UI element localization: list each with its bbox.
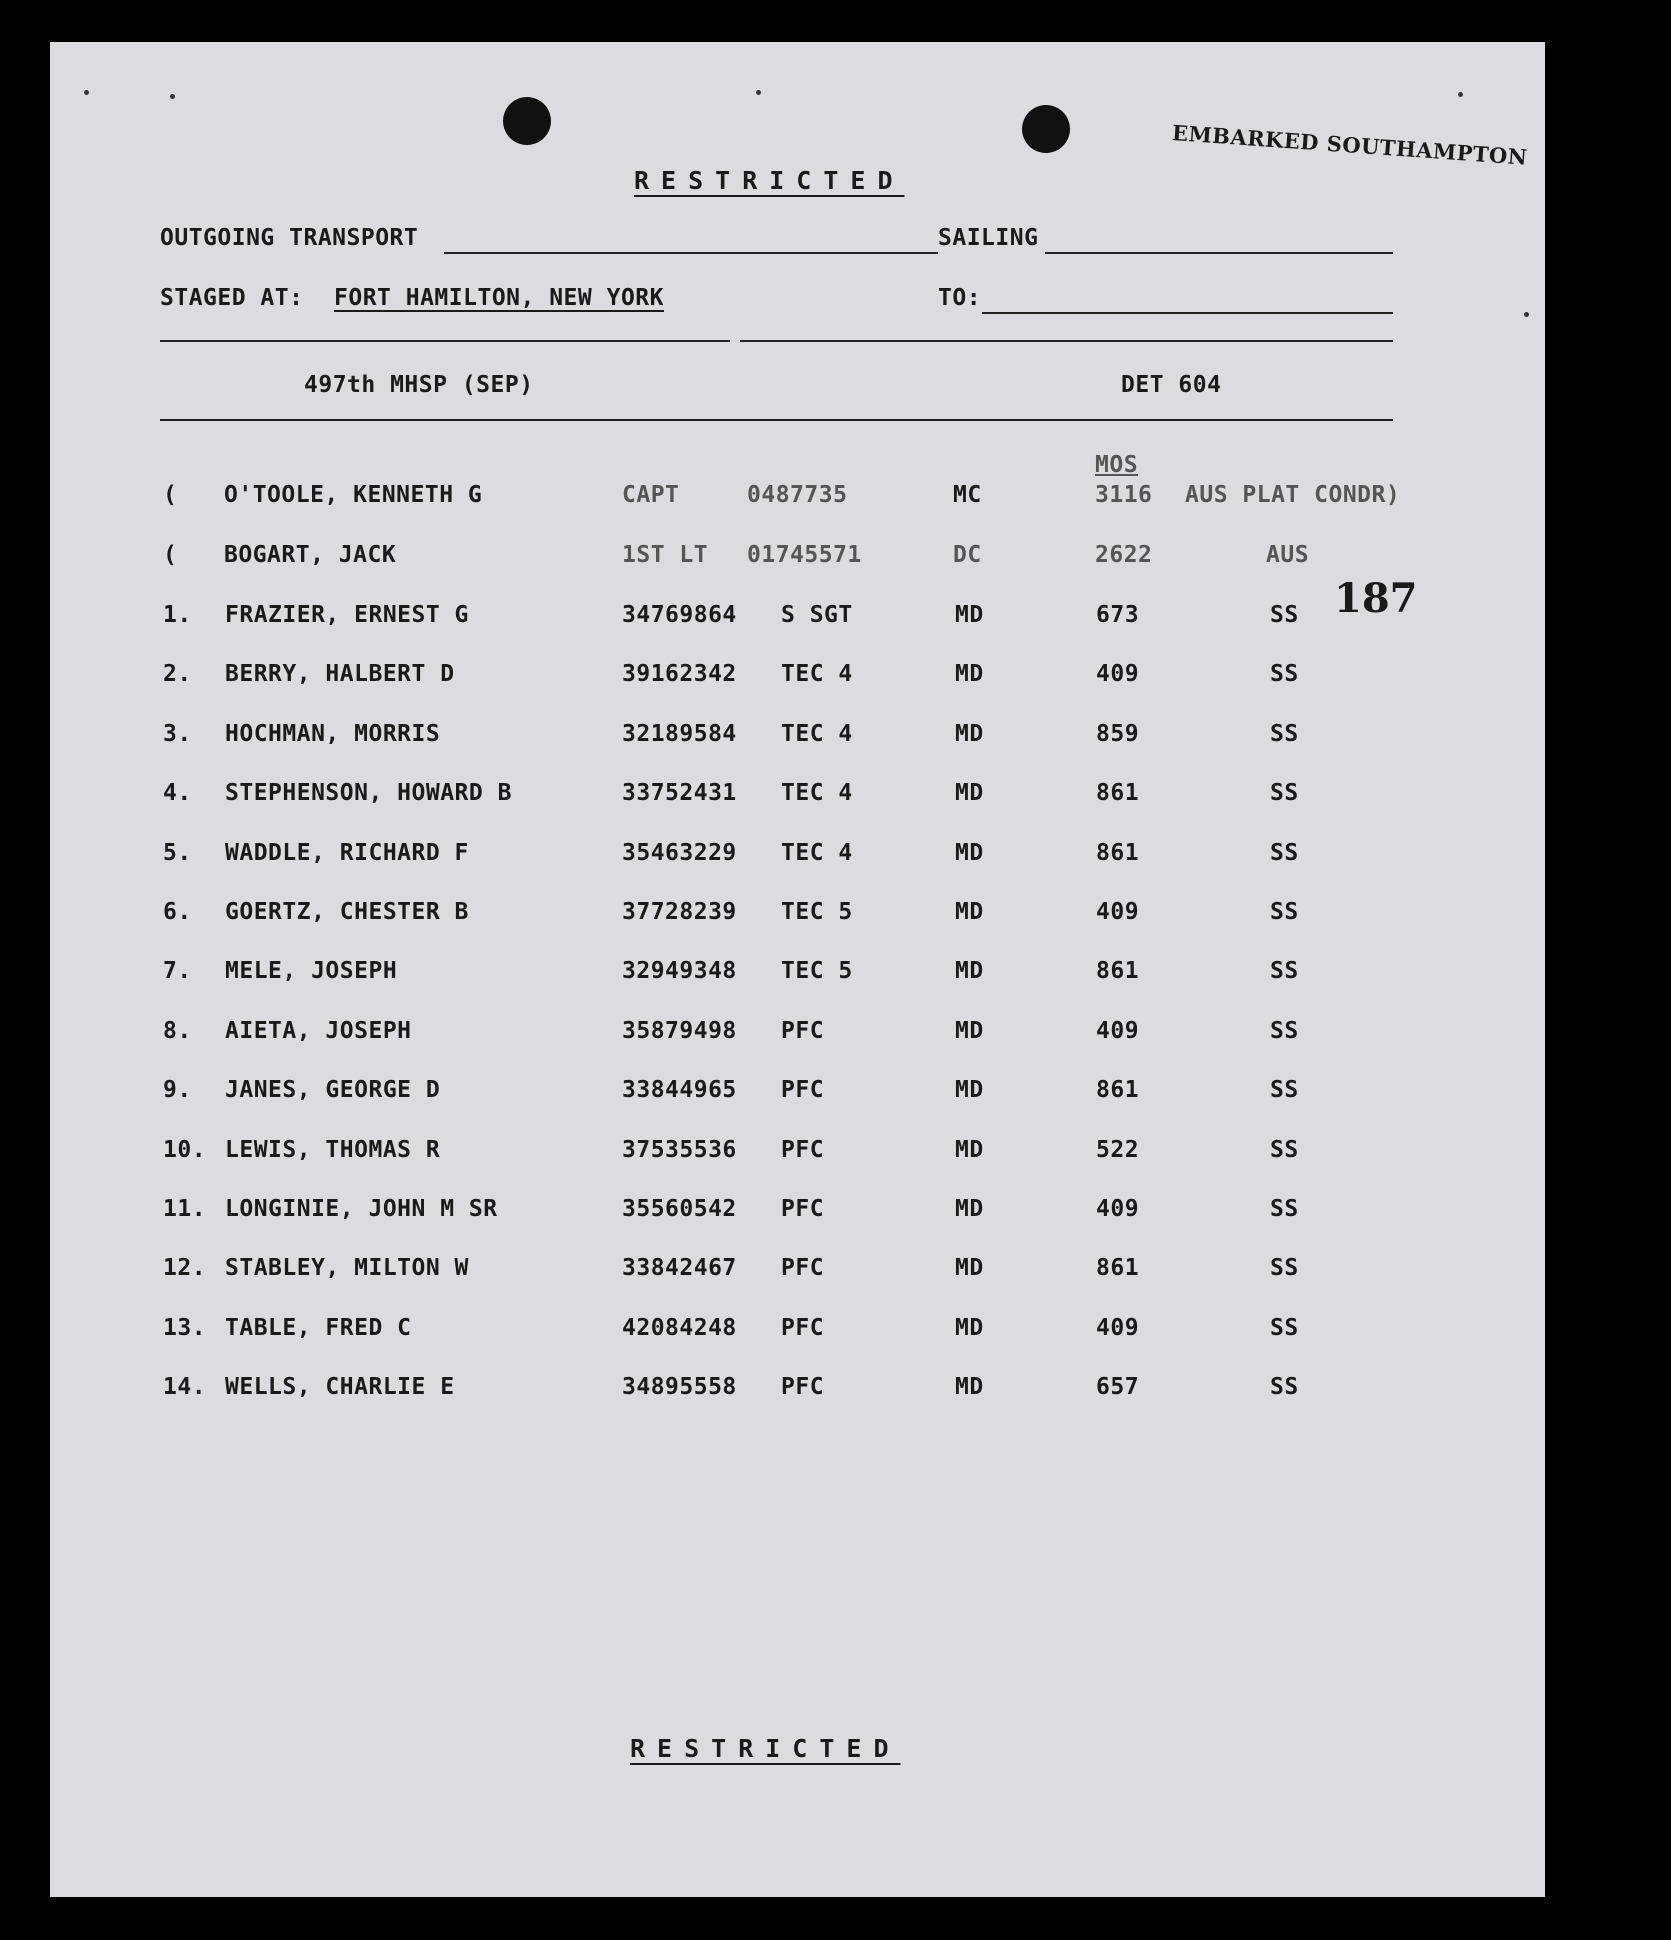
page-title: RESTRICTED xyxy=(634,166,905,195)
mos-header: MOS xyxy=(1095,452,1139,478)
mos: 861 xyxy=(1096,1077,1140,1103)
name: WELLS, CHARLIE E xyxy=(225,1374,455,1400)
page-number: 187 xyxy=(1334,575,1418,622)
serial-number: 0487735 xyxy=(747,482,848,508)
speck xyxy=(1458,92,1463,97)
outgoing-transport-label: OUTGOING TRANSPORT xyxy=(160,225,419,251)
status: SS xyxy=(1270,1077,1299,1103)
status: SS xyxy=(1270,780,1299,806)
name: LONGINIE, JOHN M SR xyxy=(225,1196,498,1222)
row-number: 5. xyxy=(163,840,192,866)
serial-number: 34769864 xyxy=(622,602,737,628)
name: LEWIS, THOMAS R xyxy=(225,1137,441,1163)
row-number: 11. xyxy=(163,1196,207,1222)
serial-number: 39162342 xyxy=(622,661,737,687)
mos: 861 xyxy=(1096,840,1140,866)
rank: TEC 5 xyxy=(781,958,853,984)
serial-number: 33752431 xyxy=(622,780,737,806)
status: SS xyxy=(1270,1137,1299,1163)
status: SS xyxy=(1270,1315,1299,1341)
name: MELE, JOSEPH xyxy=(225,958,398,984)
branch: MD xyxy=(955,1374,984,1400)
name: JANES, GEORGE D xyxy=(225,1077,441,1103)
branch: MD xyxy=(955,1077,984,1103)
name: BERRY, HALBERT D xyxy=(225,661,455,687)
row-number: 6. xyxy=(163,899,192,925)
name: TABLE, FRED C xyxy=(225,1315,412,1341)
row-number: ( xyxy=(163,482,178,508)
branch: MD xyxy=(955,602,984,628)
branch: MD xyxy=(955,1315,984,1341)
name: STEPHENSON, HOWARD B xyxy=(225,780,512,806)
status: SS xyxy=(1270,1018,1299,1044)
serial-number: 32949348 xyxy=(622,958,737,984)
row-number: 9. xyxy=(163,1077,192,1103)
status: SS xyxy=(1270,721,1299,747)
rank: TEC 5 xyxy=(781,899,853,925)
branch: DC xyxy=(953,542,982,568)
rank: 1ST LT xyxy=(622,542,709,568)
rank: PFC xyxy=(781,1137,825,1163)
mos: 3116 xyxy=(1095,482,1153,508)
speck xyxy=(756,90,761,95)
status: SS xyxy=(1270,1374,1299,1400)
divider-line xyxy=(160,340,730,342)
punch-hole xyxy=(503,97,551,145)
mos: 861 xyxy=(1096,780,1140,806)
name: STABLEY, MILTON W xyxy=(225,1255,469,1281)
branch: MD xyxy=(955,1137,984,1163)
status: SS xyxy=(1270,1196,1299,1222)
serial-number: 34895558 xyxy=(622,1374,737,1400)
detachment: DET 604 xyxy=(1121,372,1222,398)
mos: 861 xyxy=(1096,958,1140,984)
branch: MD xyxy=(955,1255,984,1281)
rank: PFC xyxy=(781,1018,825,1044)
name: O'TOOLE, KENNETH G xyxy=(224,482,483,508)
branch: MD xyxy=(955,1018,984,1044)
row-number: 4. xyxy=(163,780,192,806)
row-number: 12. xyxy=(163,1255,207,1281)
embarked-stamp: EMBARKED SOUTHAMPTON xyxy=(1171,120,1529,170)
name: AIETA, JOSEPH xyxy=(225,1018,412,1044)
branch: MD xyxy=(955,721,984,747)
rank: PFC xyxy=(781,1196,825,1222)
rank: TEC 4 xyxy=(781,780,853,806)
mos: 409 xyxy=(1096,1196,1140,1222)
mos: 409 xyxy=(1096,1315,1140,1341)
status: SS xyxy=(1270,1255,1299,1281)
mos: 409 xyxy=(1096,661,1140,687)
status: SS xyxy=(1270,899,1299,925)
speck xyxy=(84,90,89,95)
mos: 2622 xyxy=(1095,542,1153,568)
divider-line xyxy=(740,340,1393,342)
name: WADDLE, RICHARD F xyxy=(225,840,469,866)
to-blank xyxy=(982,312,1393,314)
status: SS xyxy=(1270,661,1299,687)
rank: CAPT xyxy=(622,482,680,508)
staged-at-label: STAGED AT: xyxy=(160,285,304,311)
speck xyxy=(1524,312,1529,317)
mos: 861 xyxy=(1096,1255,1140,1281)
serial-number: 42084248 xyxy=(622,1315,737,1341)
serial-number: 01745571 xyxy=(747,542,862,568)
name: FRAZIER, ERNEST G xyxy=(225,602,469,628)
rank: TEC 4 xyxy=(781,840,853,866)
name: GOERTZ, CHESTER B xyxy=(225,899,469,925)
mos: 859 xyxy=(1096,721,1140,747)
status: AUS xyxy=(1266,542,1310,568)
status: SS xyxy=(1270,958,1299,984)
status: SS xyxy=(1270,840,1299,866)
row-number: 2. xyxy=(163,661,192,687)
unit-name: 497th MHSP (SEP) xyxy=(304,372,534,398)
mos: 673 xyxy=(1096,602,1140,628)
punch-hole xyxy=(1022,105,1070,153)
divider-line xyxy=(160,419,1393,421)
status: SS xyxy=(1270,602,1299,628)
row-number: 10. xyxy=(163,1137,207,1163)
serial-number: 33844965 xyxy=(622,1077,737,1103)
serial-number: 35879498 xyxy=(622,1018,737,1044)
row-number: 3. xyxy=(163,721,192,747)
rank: PFC xyxy=(781,1077,825,1103)
row-number: 1. xyxy=(163,602,192,628)
serial-number: 35463229 xyxy=(622,840,737,866)
rank: TEC 4 xyxy=(781,661,853,687)
outgoing-transport-blank xyxy=(444,252,938,254)
serial-number: 37535536 xyxy=(622,1137,737,1163)
branch: MD xyxy=(955,780,984,806)
mos: 522 xyxy=(1096,1137,1140,1163)
rank: TEC 4 xyxy=(781,721,853,747)
row-number: 8. xyxy=(163,1018,192,1044)
mos: 657 xyxy=(1096,1374,1140,1400)
serial-number: 35560542 xyxy=(622,1196,737,1222)
status: AUS PLAT CONDR) xyxy=(1185,482,1401,508)
speck xyxy=(170,94,175,99)
serial-number: 32189584 xyxy=(622,721,737,747)
branch: MD xyxy=(955,1196,984,1222)
rank: PFC xyxy=(781,1374,825,1400)
footer-title: RESTRICTED xyxy=(630,1734,901,1763)
staged-at-value: FORT HAMILTON, NEW YORK xyxy=(334,285,664,311)
branch: MC xyxy=(953,482,982,508)
rank: S SGT xyxy=(781,602,853,628)
sailing-blank xyxy=(1045,252,1393,254)
row-number: 14. xyxy=(163,1374,207,1400)
mos: 409 xyxy=(1096,1018,1140,1044)
row-number: ( xyxy=(163,542,178,568)
name: BOGART, JACK xyxy=(224,542,397,568)
rank: PFC xyxy=(781,1255,825,1281)
to-label: TO: xyxy=(938,285,982,311)
serial-number: 33842467 xyxy=(622,1255,737,1281)
branch: MD xyxy=(955,840,984,866)
branch: MD xyxy=(955,958,984,984)
row-number: 7. xyxy=(163,958,192,984)
sailing-label: SAILING xyxy=(938,225,1039,251)
row-number: 13. xyxy=(163,1315,207,1341)
document-page xyxy=(50,42,1545,1897)
mos: 409 xyxy=(1096,899,1140,925)
branch: MD xyxy=(955,899,984,925)
name: HOCHMAN, MORRIS xyxy=(225,721,441,747)
branch: MD xyxy=(955,661,984,687)
rank: PFC xyxy=(781,1315,825,1341)
serial-number: 37728239 xyxy=(622,899,737,925)
